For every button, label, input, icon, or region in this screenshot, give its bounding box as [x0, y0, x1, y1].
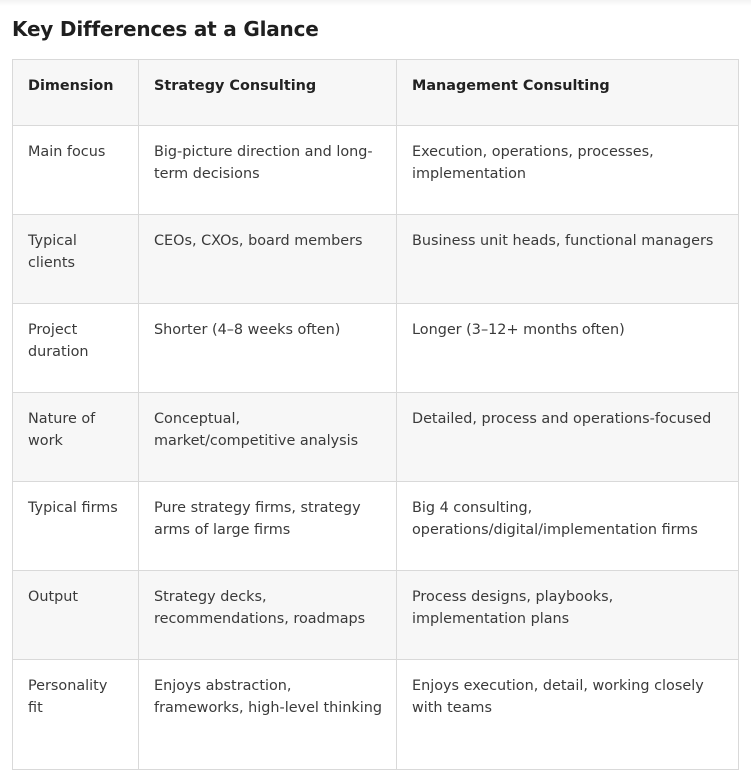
strategy-cell: Strategy decks, recommendations, roadmaps — [139, 571, 397, 660]
table-row — [13, 126, 739, 215]
table-row — [13, 393, 739, 482]
strategy-cell: Big-picture direction and long-term decisions — [139, 126, 397, 215]
row-label-cell: Project duration — [13, 304, 139, 393]
strategy-cell: Conceptual, market/competitive analysis — [139, 393, 397, 482]
section-heading: Key Differences at a Glance — [12, 17, 319, 41]
row-label-cell: Typical firms — [13, 482, 139, 571]
management-cell: Process designs, playbooks, implementation plans — [397, 571, 739, 660]
comparison-table — [12, 59, 739, 770]
row-label-cell: Main focus — [13, 126, 139, 215]
management-cell: Business unit heads, functional managers — [397, 215, 739, 304]
table-row — [13, 304, 739, 393]
strategy-cell: Pure strategy firms, strategy arms of large firms — [139, 482, 397, 571]
table-row — [13, 215, 739, 304]
management-cell: Execution, operations, processes, implementation — [397, 126, 739, 215]
strategy-cell: CEOs, CXOs, board members — [139, 215, 397, 304]
table-row — [13, 660, 739, 770]
management-cell: Enjoys execution, detail, working closely with teams — [397, 660, 739, 770]
strategy-cell: Enjoys abstraction, frameworks, high-level thinking — [139, 660, 397, 770]
management-cell: Detailed, process and operations-focused — [397, 393, 739, 482]
row-label-cell: Output — [13, 571, 139, 660]
table-row — [13, 571, 739, 660]
column-header-strategy: Strategy Consulting — [139, 60, 397, 126]
row-label-cell: Personality fit — [13, 660, 139, 770]
management-cell: Longer (3–12+ months often) — [397, 304, 739, 393]
table-row — [13, 482, 739, 571]
strategy-cell: Shorter (4–8 weeks often) — [139, 304, 397, 393]
top-shadow — [0, 0, 751, 6]
column-header-management: Management Consulting — [397, 60, 739, 126]
column-header-dimension: Dimension — [13, 60, 139, 126]
row-label-cell: Typical clients — [13, 215, 139, 304]
row-label-cell: Nature of work — [13, 393, 139, 482]
management-cell: Big 4 consulting, operations/digital/implementation firms — [397, 482, 739, 571]
table-header-row — [13, 60, 739, 126]
